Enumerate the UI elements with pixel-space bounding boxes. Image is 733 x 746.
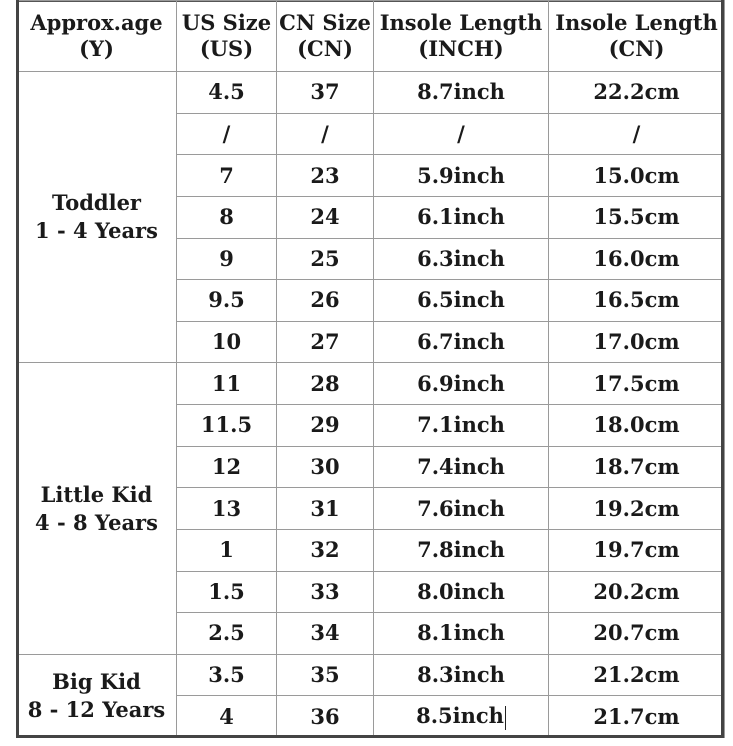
header-unit: (Y) [79,36,114,61]
insole-cm-cell-value: 16.0cm [593,245,680,271]
us-size-cell-value: 7 [219,162,234,188]
us-size-cell-value: 12 [211,453,242,479]
cn-size-cell-value: 30 [310,453,340,479]
table-frame [16,0,724,738]
cn-size-cell-value: 26 [310,287,340,313]
cn-size-cell-value: 31 [310,495,340,521]
us-size-cell-value: 9 [219,245,234,271]
age-group-range: 1 - 4 Years [35,218,158,244]
insole-inch-cell-value: 7.6inch [417,495,505,521]
insole-inch-cell-value: 8.3inch [417,662,505,688]
insole-inch-cell-value: 8.7inch [417,79,505,105]
us-size-cell-value: 2.5 [208,620,245,646]
insole-cm-cell-value: 22.2cm [593,79,680,105]
us-size-cell-value: 11.5 [200,412,253,438]
cn-size-cell-value: 34 [310,620,340,646]
cn-size-cell-value: 28 [310,370,340,396]
age-group-name: Little Kid [40,481,153,507]
insole-cm-cell-value: 21.2cm [593,662,680,688]
header-label: Insole Length [555,10,718,35]
cn-size-cell-value: 24 [310,204,340,230]
us-size-cell-value: / [222,120,231,146]
insole-inch-cell-value: 7.4inch [417,453,505,479]
cn-size-cell-value: 25 [310,245,340,271]
us-size-cell-value: 1.5 [208,578,245,604]
cn-size-cell-value: 36 [310,703,340,729]
insole-inch-cell-value: 6.5inch [417,287,505,313]
insole-cm-cell-value: 15.0cm [593,162,680,188]
insole-cm-cell-value: 17.5cm [593,370,680,396]
us-size-cell-value: 1 [219,537,234,563]
cn-size-cell-value: 37 [310,79,340,105]
insole-inch-cell-value: 7.8inch [417,537,505,563]
age-group-range: 8 - 12 Years [27,696,166,722]
insole-cm-cell-value: 19.2cm [593,495,680,521]
header-label: Insole Length [379,10,543,35]
insole-cm-cell-value: 20.2cm [593,578,680,604]
us-size-cell-value: 4 [219,703,234,729]
insole-cm-cell-value: 19.7cm [593,537,680,563]
cn-size-cell-value: 32 [310,537,340,563]
us-size-cell-value: 8 [219,204,234,230]
insole-cm-cell-value: 17.0cm [593,329,680,355]
header-unit: (CN) [297,36,353,61]
header-label: CN Size [279,10,371,35]
age-group-name: Toddler [52,190,141,216]
us-size-cell-value: 13 [211,495,242,521]
insole-inch-cell-value: 5.9inch [417,162,505,188]
header-unit: (US) [199,36,254,61]
us-size-cell-value: 3.5 [208,662,245,688]
insole-inch-cell-value: 6.3inch [417,245,505,271]
insole-inch-cell-value: 6.9inch [417,370,505,396]
insole-inch-cell-value: 6.7inch [417,329,505,355]
cn-size-cell-value: 29 [310,412,340,438]
header-label: US Size [181,10,272,35]
header-label: Approx.age [30,10,163,35]
cn-size-cell-value: 27 [310,329,340,355]
insole-cm-cell-value: / [632,120,641,146]
insole-inch-cell-value: / [457,120,465,146]
us-size-cell-value: 11 [211,370,242,396]
header-unit: (INCH) [418,36,504,61]
age-group-range: 4 - 8 Years [35,509,158,535]
insole-inch-cell-value: 8.5inch [416,703,504,729]
cn-size-cell-value: / [321,120,329,146]
insole-inch-cell-value: 8.1inch [417,620,505,646]
header-unit: (CN) [608,36,665,61]
us-size-cell-value: 10 [211,329,242,355]
insole-cm-cell-value: 15.5cm [593,204,680,230]
us-size-cell-value: 9.5 [208,287,245,313]
age-group-name: Big Kid [52,668,141,694]
insole-inch-cell-value: 6.1inch [417,204,505,230]
insole-cm-cell-value: 18.7cm [593,453,680,479]
insole-inch-cell-value: 7.1inch [417,412,505,438]
cn-size-cell-value: 23 [310,162,340,188]
us-size-cell-value: 4.5 [208,79,245,105]
insole-cm-cell-value: 20.7cm [593,620,680,646]
insole-cm-cell-value: 16.5cm [593,287,680,313]
insole-cm-cell-value: 18.0cm [593,412,680,438]
cn-size-cell-value: 35 [310,662,340,688]
insole-cm-cell-value: 21.7cm [593,703,680,729]
cn-size-cell-value: 33 [310,578,340,604]
insole-inch-cell-value: 8.0inch [417,578,505,604]
